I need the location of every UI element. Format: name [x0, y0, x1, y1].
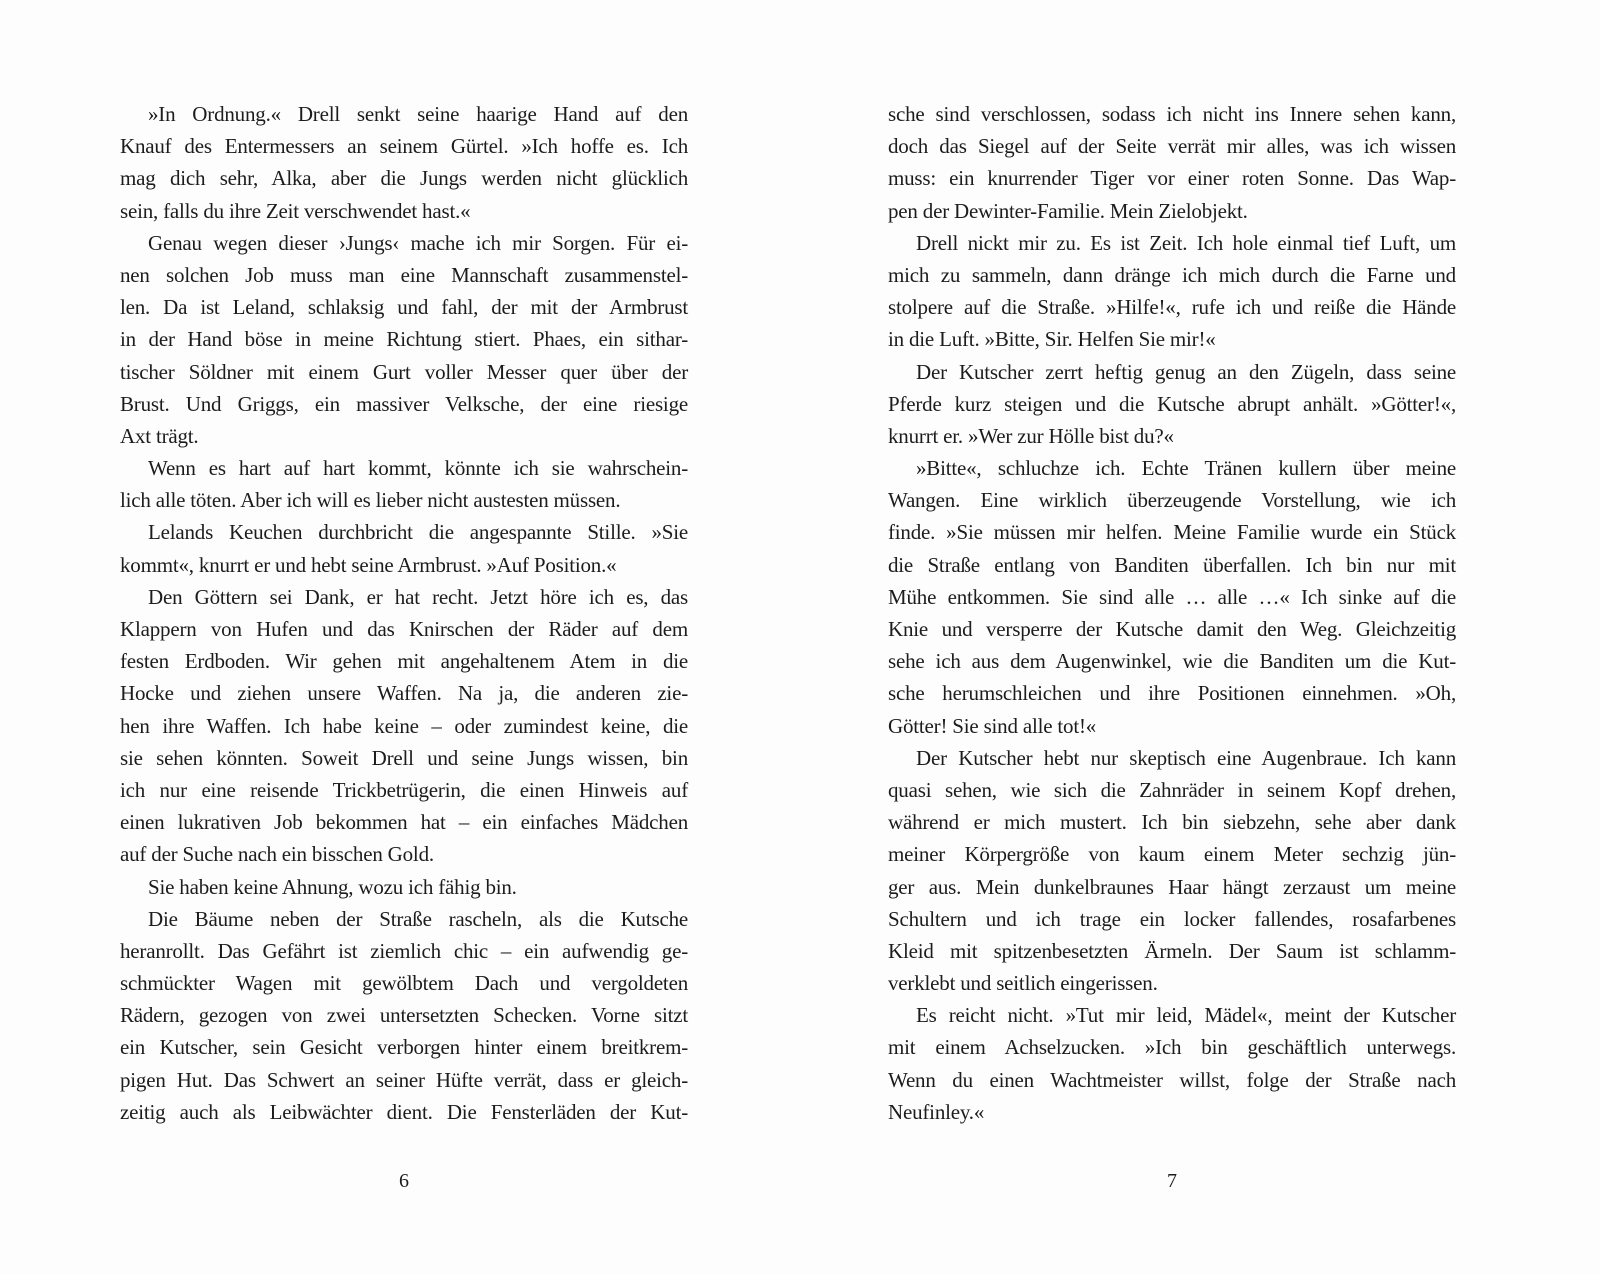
text-line: tischer Söldner mit einem Gurt voller Messer quer über der	[120, 359, 688, 384]
text-line: die Straße entlang von Banditen überfallen. Ich bin nur mit	[888, 552, 1456, 577]
paragraph	[888, 356, 1456, 453]
text-line: »Bitte«, schluchze ich. Echte Tränen kullern über meine	[916, 456, 1456, 481]
paragraph	[120, 452, 688, 516]
text-line: ger aus. Mein dunkelbraunes Haar hängt zerzaust um meine	[888, 874, 1456, 899]
text-line: Der Kutscher hebt nur skeptisch eine Augenbraue. Ich kann	[916, 745, 1456, 770]
text-line: pigen Hut. Das Schwert an seiner Hüfte verrät, dass er gleich-	[120, 1067, 688, 1092]
text-line: Neufinley.«	[888, 1099, 985, 1124]
page-right	[888, 98, 1456, 1228]
text-line: zeitig auch als Leibwächter dient. Die Fensterläden der Kut-	[120, 1099, 688, 1124]
text-line: quasi sehen, wie sich die Zahnräder in seinem Kopf drehen,	[888, 777, 1456, 802]
text-line: Knie und versperre der Kutsche damit den Weg. Gleichzeitig	[888, 617, 1456, 641]
text-line: Lelands Keuchen durchbricht die angespannte Stille. »Sie	[148, 520, 688, 545]
text-line: während er mich mustert. Ich bin siebzehn, sehe aber dank	[888, 810, 1456, 835]
text-line: Klappern von Hufen und das Knirschen der Räder auf dem	[120, 617, 688, 641]
text-line: doch das Siegel auf der Seite verrät mir alles, was ich wissen	[888, 134, 1456, 159]
text-line: sie sehen könnten. Soweit Drell und seine Jungs wissen, bin	[120, 745, 688, 770]
paragraph	[120, 871, 688, 903]
paragraph	[120, 98, 688, 227]
text-line: Axt trägt.	[120, 423, 199, 448]
text-line: Kleid mit spitzenbesetzten Ärmeln. Der Saum ist schlamm-	[888, 938, 1456, 963]
text-line: stolpere auf die Straße. »Hilfe!«, rufe ich und reiße die Hände	[888, 295, 1456, 320]
text-line: sehe ich aus dem Augenwinkel, wie die Banditen um die Kut-	[888, 649, 1456, 674]
text-line: Götter! Sie sind alle tot!«	[888, 713, 1097, 738]
text-line: einen lukrativen Job bekommen hat – ein einfaches Mädchen	[120, 810, 688, 835]
text-line: Knauf des Entermessers an seinem Gürtel. »Ich hoffe es. Ich	[120, 134, 688, 159]
text-line: sein, falls du ihre Zeit verschwendet hast.«	[120, 198, 471, 223]
text-line: schmückter Wagen mit gewölbtem Dach und vergoldeten	[120, 971, 688, 996]
text-line: Es reicht nicht. »Tut mir leid, Mädel«, meint der Kutscher	[916, 1003, 1456, 1028]
paragraph	[888, 999, 1456, 1128]
text-line: Rädern, gezogen von zwei untersetzten Schecken. Vorne sitzt	[120, 1003, 688, 1028]
text-line: meiner Körpergröße von kaum einem Meter sechzig jün-	[888, 842, 1456, 867]
text-line: mit einem Achselzucken. »Ich bin geschäftlich unterwegs.	[888, 1035, 1456, 1060]
text-line: in die Luft. »Bitte, Sir. Helfen Sie mir!«	[888, 327, 1216, 352]
text-line: sche sind verschlossen, sodass ich nicht ins Innere sehen kann,	[888, 102, 1456, 126]
text-line: len. Da ist Leland, schlaksig und fahl, der mit der Armbrust	[120, 295, 688, 320]
text-line: Schultern und ich trage ein locker fallendes, rosafarbenes	[888, 906, 1456, 931]
paragraph	[888, 742, 1456, 1000]
text-line: sche herumschleichen und ihre Positionen einnehmen. »Oh,	[888, 681, 1456, 706]
text-line: ein Kutscher, sein Gesicht verborgen hinter einem breitkrem-	[120, 1035, 688, 1060]
page-left-text-block	[120, 98, 688, 1128]
text-line: Wangen. Eine wirklich überzeugende Vorstellung, wie ich	[888, 488, 1456, 513]
text-line: verklebt und seitlich eingerissen.	[888, 971, 1158, 996]
text-line: mich zu sammeln, dann dränge ich mich durch die Farne und	[888, 262, 1456, 287]
text-line: finde. »Sie müssen mir helfen. Meine Familie wurde ein Stück	[888, 520, 1456, 545]
paragraph	[888, 227, 1456, 356]
text-line: pen der Dewinter-Familie. Mein Zielobjekt.	[888, 198, 1248, 223]
text-line: in der Hand böse in meine Richtung stiert. Phaes, ein sithar-	[120, 327, 688, 352]
text-line: Wenn es hart auf hart kommt, könnte ich sie wahrschein-	[148, 456, 688, 481]
page-number-right: 7	[1167, 1170, 1177, 1192]
text-line: Brust. Und Griggs, ein massiver Velksche, der eine riesige	[120, 391, 688, 416]
text-line: nen solchen Job muss man eine Mannschaft zusammenstel-	[120, 262, 688, 287]
text-line: muss: ein knurrender Tiger vor einer roten Sonne. Das Wap-	[888, 166, 1456, 191]
paragraph	[888, 452, 1456, 742]
text-line: Sie haben keine Ahnung, wozu ich fähig bin.	[148, 874, 517, 899]
text-line: mag dich sehr, Alka, aber die Jungs werden nicht glücklich	[120, 166, 688, 191]
text-line: Genau wegen dieser ›Jungs‹ mache ich mir Sorgen. Für ei-	[148, 230, 688, 255]
text-line: knurrt er. »Wer zur Hölle bist du?«	[888, 423, 1174, 448]
text-line: Mühe entkommen. Sie sind alle … alle …« Ich sinke auf die	[888, 584, 1456, 609]
text-line: Drell nickt mir zu. Es ist Zeit. Ich hole einmal tief Luft, um	[916, 230, 1456, 255]
text-line: Wenn du einen Wachtmeister willst, folge der Straße nach	[888, 1067, 1456, 1092]
text-line: heranrollt. Das Gefährt ist ziemlich chic – ein aufwendig ge-	[120, 938, 688, 963]
text-line: auf der Suche nach ein bisschen Gold.	[120, 842, 434, 867]
text-line: »In Ordnung.« Drell senkt seine haarige Hand auf den	[148, 102, 688, 126]
paragraph	[120, 516, 688, 580]
paragraph	[120, 581, 688, 871]
text-line: Die Bäume neben der Straße rascheln, als die Kutsche	[148, 906, 688, 931]
text-line: ich nur eine reisende Trickbetrügerin, die einen Hinweis auf	[120, 777, 688, 802]
text-line: Den Göttern sei Dank, er hat recht. Jetzt höre ich es, das	[148, 584, 688, 609]
text-line: lich alle töten. Aber ich will es lieber nicht austesten müssen.	[120, 488, 621, 513]
text-line: hen ihre Waffen. Ich habe keine – oder zumindest keine, die	[120, 713, 688, 738]
paragraph	[888, 98, 1456, 227]
page-left	[120, 98, 688, 1228]
text-line: Hocke und ziehen unsere Waffen. Na ja, die anderen zie-	[120, 681, 688, 706]
text-line: Pferde kurz steigen und die Kutsche abrupt anhält. »Götter!«,	[888, 391, 1456, 416]
page-right-text-block	[888, 98, 1456, 1128]
paragraph	[120, 903, 688, 1128]
text-line: kommt«, knurrt er und hebt seine Armbrust. »Auf Position.«	[120, 552, 617, 577]
text-line: Der Kutscher zerrt heftig genug an den Zügeln, dass seine	[916, 359, 1456, 384]
text-line: festen Erdboden. Wir gehen mit angehaltenem Atem in die	[120, 649, 688, 674]
page-number-left: 6	[399, 1170, 409, 1192]
paragraph	[120, 227, 688, 452]
